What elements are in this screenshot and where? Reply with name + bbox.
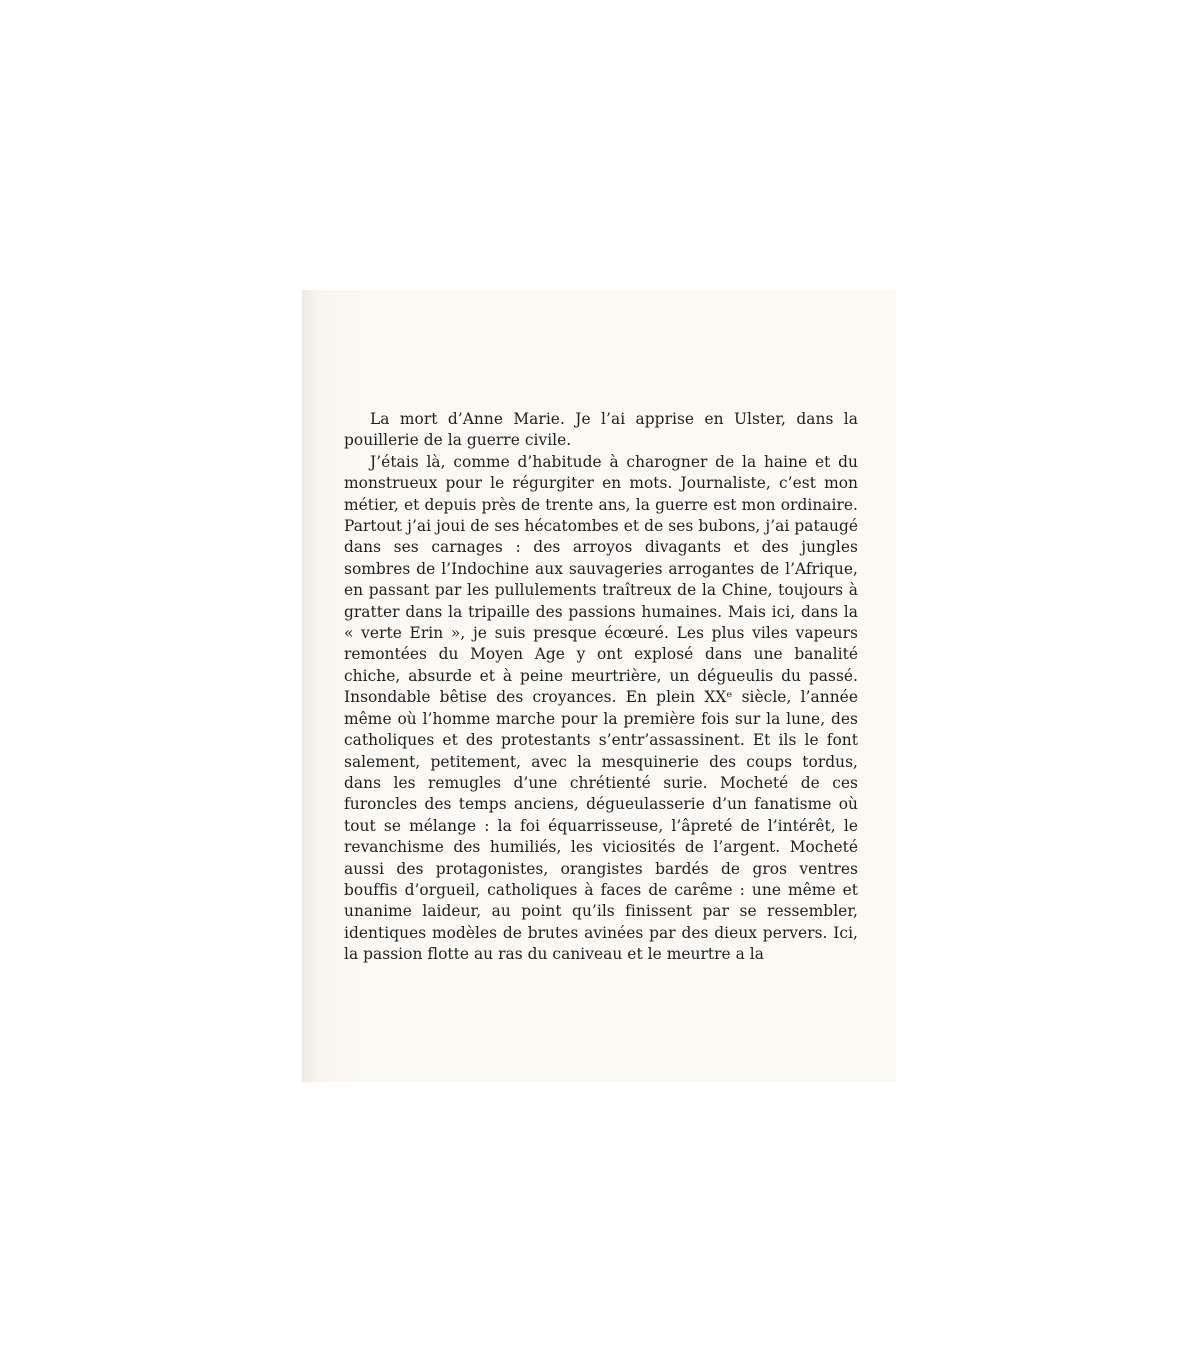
paragraph-1: La mort d’Anne Marie. Je l’ai apprise en Ulster, dans la pouillerie de la guerre civile. (344, 410, 858, 450)
book-page (302, 290, 896, 1082)
page-text-block (344, 409, 858, 966)
paragraph-2: J’étais là, comme d’habitude à charogner de la haine et du monstrueux pour le régurgiter en mots. Journaliste, c’est mon métier, et depuis près de trente ans, la guerre est mon ordinaire. Partout j’ai joui de ses hécatombes et de ses bubons, j’ai pataugé dans ses carnages : des arroyos divagants et des jungles sombres de l’Indochine aux sauvageries arrogantes de l’Afrique, en passant par les pullulements traîtreux de la Chine, toujours à gratter dans la tripaille des passions humaines. Mais ici, dans la « verte Erin », je suis presque écœuré. Les plus viles vapeurs remontées du Moyen Age y ont explosé dans une banalité chiche, absurde et à peine meurtrière, un dégueulis du passé. Insondable bêtise des croyances. En plein XXᵉ siècle, l’année même où l’homme marche pour la première fois sur la lune, des catholiques et des protestants s’entr’assassinent. Et ils le font salement, petitement, avec la mesquinerie des coups tordus, dans les remugles d’une chrétienté surie. Mocheté de ces furoncles des temps anciens, dégueulasserie d’un fanatisme où tout se mélange : la foi équarrisseuse, l’âpreté de l’intérêt, le revanchisme des humiliés, les viciosités de l’argent. Mocheté aussi des protagonistes, orangistes bardés de gros ventres bouffis d’orgueil, catholiques à faces de carême : une même et unanime laideur, au point qu’ils finissent par se ressembler, identiques modèles de brutes avinées par des dieux pervers. Ici, la passion flotte au ras du caniveau et le meurtre a la (344, 452, 858, 964)
